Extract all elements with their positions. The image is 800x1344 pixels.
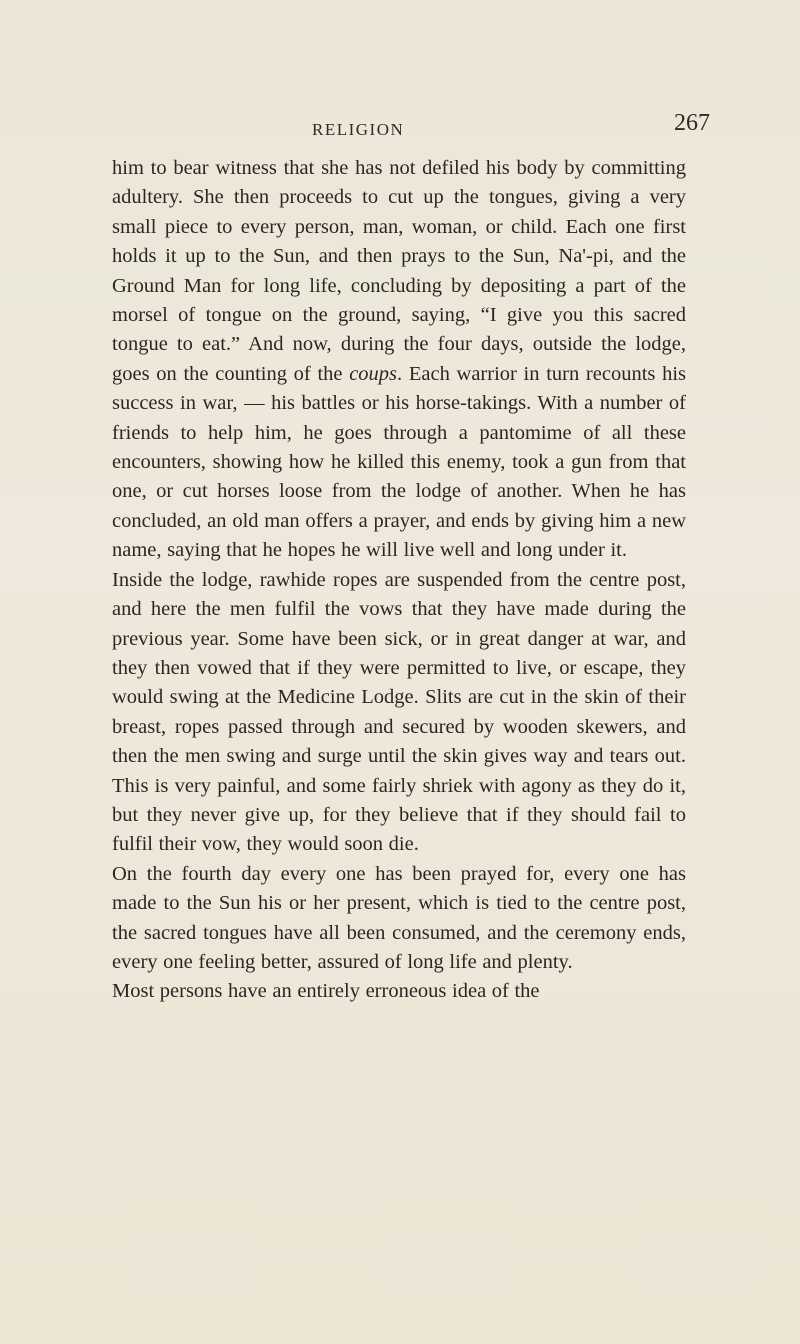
page-number: 267 — [674, 110, 710, 136]
running-head: RELIGION — [312, 120, 405, 139]
paragraph-3: On the fourth day every one has been prayed for, every one has made to the Sun his or her present, which is tied to the centre post, the sacred tongues have all been consumed, and the ceremony ends, every one feeling better, assured of long life and plenty. — [112, 862, 686, 973]
paragraph-2: Inside the lodge, rawhide ropes are suspended from the centre post, and here the men fulfil the vows that they have made during the previous year. Some have been sick, or in great danger at war, and they then vowed that if they were permitted to live, or escape, they would swing at the Medicine Lodge. Slits are cut in the skin of their breast, ropes passed through and secured by wooden skewers, and then the men swing and surge until the skin gives way and tears out. This is very painful, and some fairly shriek with agony as they do it, but they never give up, for they believe that if they should fail to fulfil their vow, they would soon die. — [112, 568, 686, 856]
paragraph-1-text-b: . Each warrior in turn recounts his success in war, — his battles or his horse-takings. With a number of friends to help him, he goes through a pantomime of all these encounters, showing how he killed this enemy, took a gun from that one, or cut horses loose from the lodge of another. When he has concluded, an old man offers a prayer, and ends by giving him a new name, saying that he hopes he will live well and long under it. — [112, 362, 687, 562]
body-text — [112, 154, 686, 1007]
paragraph-1-text-a: him to bear witness that she has not defiled his body by committing adultery. She then proceeds to cut up the tongues, giving a very small piece to every person, man, woman, or child. Each one first holds it up to the Sun, and then prays to the Sun, Na'-pi, and the Ground Man for long life, concluding by depositing a part of the morsel of tongue on the ground, saying, “I give you this sacred tongue to eat.” And now, during the four days, outside the lodge, goes on the counting of the — [112, 157, 686, 385]
paragraph-1-italic-coups: coups — [349, 362, 398, 385]
paragraph-1 — [112, 154, 686, 566]
paragraph-4: Most persons have an entirely erroneous idea of the — [112, 980, 540, 1003]
